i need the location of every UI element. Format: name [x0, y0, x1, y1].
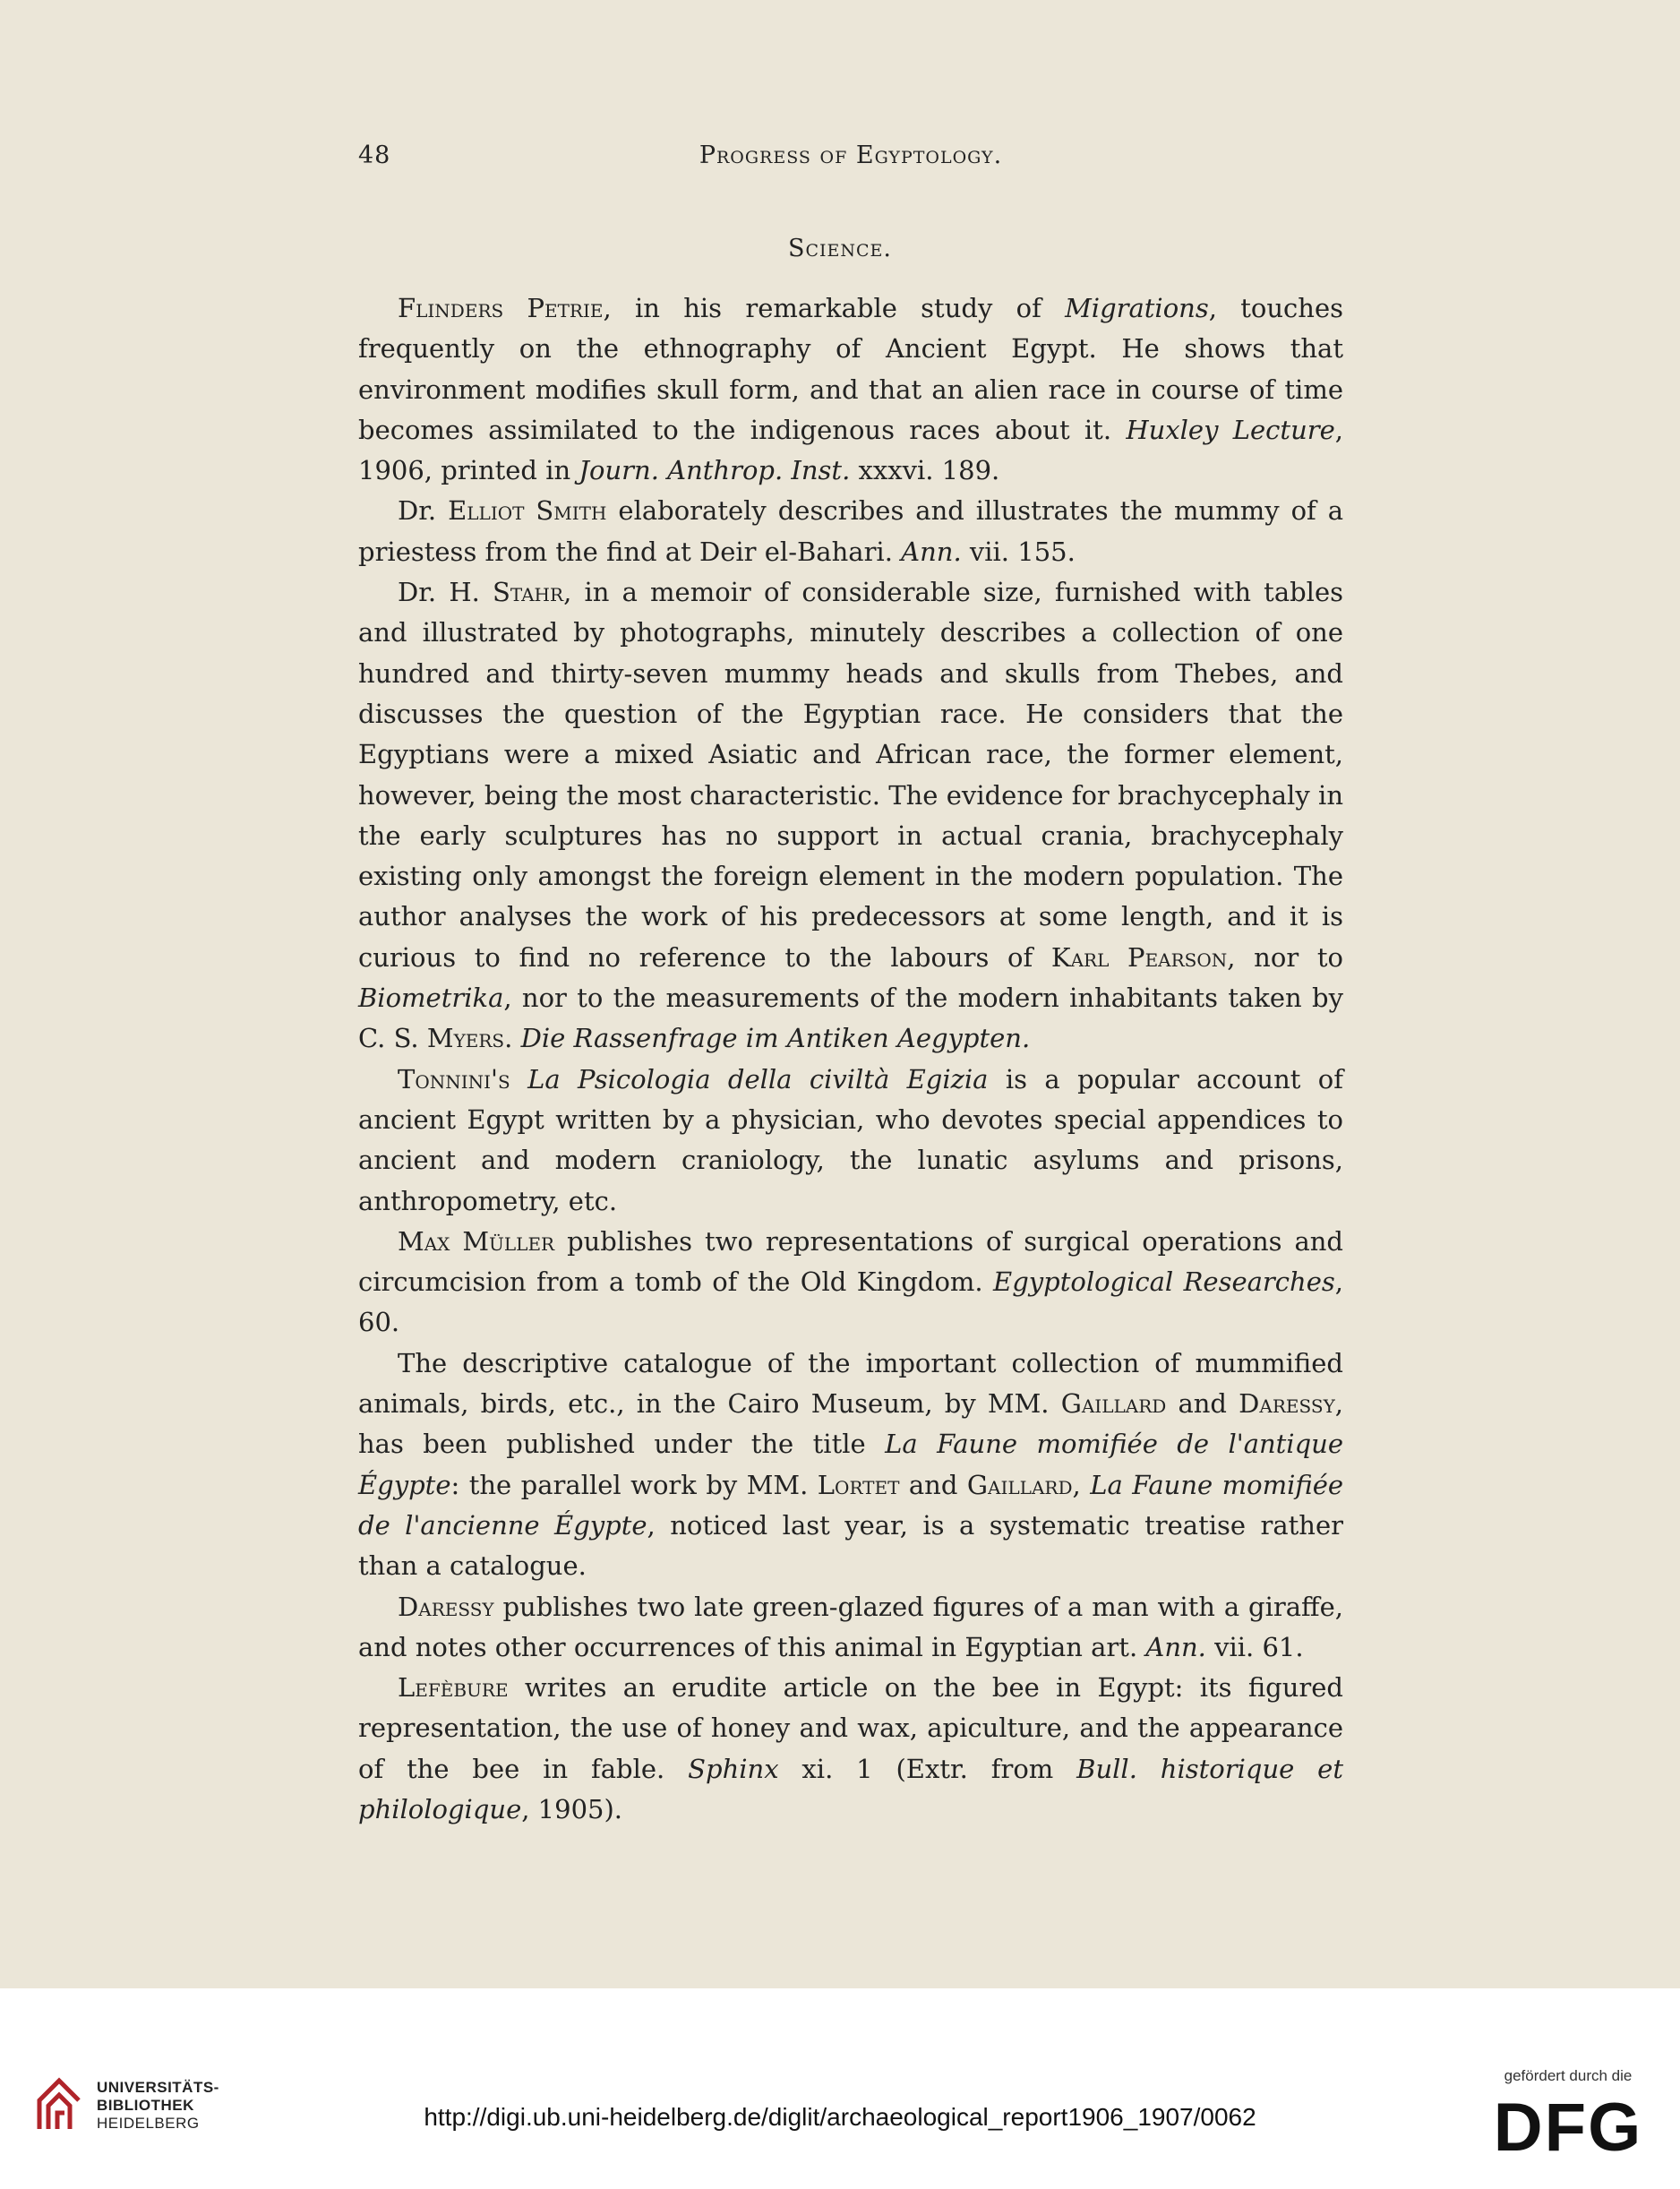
digitization-footer	[0, 1988, 1680, 2189]
library-name: UNIVERSITÄTS- BIBLIOTHEK HEIDELBERG	[97, 2079, 219, 2132]
running-title: Progress of Egyptology.	[699, 142, 1003, 169]
funder-caption: gefördert durch die	[1504, 2067, 1633, 2084]
funder-block	[1483, 2067, 1653, 2166]
body-text	[358, 288, 1343, 1830]
page-number: 48	[358, 142, 391, 169]
paragraph-catalogue: The descriptive catalogue of the important collection of mummified animals, birds, etc., in the Cairo Museum, by MM. Gaillard and Daressy, has been published under the title La Faune momifiée de l'antique Égypte: the parallel work by MM. Lortet and Gaillard, La Faune momifiée de l'ancienne Égypte, noticed last year, is a systematic treatise rather than a catalogue.	[358, 1347, 1344, 1582]
section-title: Science.	[787, 235, 893, 262]
paragraph-petrie: Flinders Petrie, in his remarkable study of Migrations, touches frequently on the ethnography of Ancient Egypt. He shows that environment modifies skull form, and that an alien race in course of time becomes assimilated to the indigenous races about it. Huxley Lecture, 1906, printed in Journ. Anthrop. Inst. xxxvi. 189.	[358, 293, 1343, 486]
paragraph-lefebure: Lefèbure writes an erudite article on the bee in Egypt: its figured representation, the use of honey and wax, apiculture, and the appearance of the bee in fable. Sphinx xi. 1 (Extr. from Bull. historique et philologique, 1905).	[358, 1672, 1343, 1824]
paragraph-stahr: Dr. H. Stahr, in a memoir of considerable size, furnished with tables and illustrated by photographs, minutely describes a collection of one hundred and thirty-seven mummy heads and skulls from Thebes, and discusses the question of the Egyptian race. He considers that the Egyptians were a mixed Asiatic and African race, the former element, however, being the most characteristic. The evidence for brachycephaly in the early sculptures has no support in actual crania, brachycephaly existing only amongst the foreign element in the modern population. The author analyses the work of his predecessors at some length, and it is curious to find no reference to the labours of Karl Pearson, nor to Biometrika, nor to the measurements of the modern inhabitants taken by C. S. Myers. Die Rassenfrage im Antiken Aegypten.	[358, 577, 1344, 1054]
permalink-url[interactable]: http://digi.ub.uni-heidelberg.de/diglit/archaeological_report1906_1907/0062	[424, 2103, 1256, 2131]
paragraph-max-muller: Max Müller publishes two representations of surgical operations and circumcision from a tomb of the Old Kingdom. Egyptological Researches, 60.	[358, 1225, 1343, 1338]
dfg-logo-icon: DFG	[1493, 2090, 1643, 2166]
running-head	[358, 142, 1343, 177]
paragraph-daressy: Daressy publishes two late green-glazed figures of a man with a giraffe, and notes other occurrences of this animal in Egyptian art. Ann. vii. 61.	[358, 1591, 1343, 1662]
paragraph-tonnini: Tonnini's La Psicologia della civiltà Egizia is a popular account of ancient Egypt written by a physician, who devotes special appendices to ancient and modern craniology, the lunatic asylums and prisons, anthropometry, etc.	[358, 1063, 1343, 1216]
paragraph-elliot-smith: Dr. Elliot Smith elaborately describes and illustrates the mummy of a priestess from the find at Deir el-Bahari. Ann. vii. 155.	[358, 495, 1344, 567]
